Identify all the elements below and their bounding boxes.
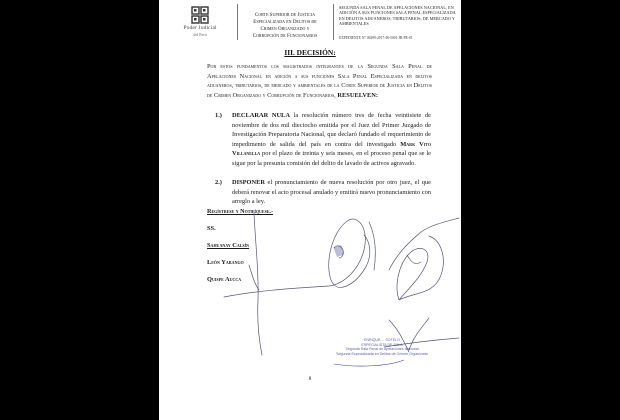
item-number: 2.) xyxy=(215,179,222,186)
register-notify: Regístrese y Notifíquese.- xyxy=(207,208,274,215)
logo-subtitle: del Perú xyxy=(193,32,207,37)
judge-name: León Yarango xyxy=(207,259,244,266)
court-line: Especializada en Delitos de xyxy=(253,20,317,25)
document-page xyxy=(159,0,461,420)
judge-name: Sahuanay Calsín xyxy=(207,242,250,249)
poder-judicial-emblem-icon xyxy=(191,6,209,24)
resolution-item-1 xyxy=(215,111,431,168)
court-line: Corte Superior de Justicia xyxy=(254,13,316,18)
court-line: Corrupción de Funcionarios xyxy=(252,34,318,39)
item-body xyxy=(232,178,431,207)
item-text: por el plazo de treinta y seis meses, en el proceso penal que se le sigue por la presunta comisión del delito de lavado de activos agravado. xyxy=(232,150,431,167)
official-stamp xyxy=(327,338,437,356)
court-name xyxy=(239,12,331,40)
stamp-line: Segunda Sala Penal de Apelaciones Nacional xyxy=(345,347,419,352)
stamp-line: ESPECIALISTA DE SALA xyxy=(361,342,403,347)
header-divider xyxy=(237,4,238,40)
section-heading: III. DECISIÓN: xyxy=(284,48,336,57)
intro-paragraph xyxy=(207,62,432,100)
judge-name: Quispe Aucca xyxy=(207,276,242,283)
item-verb: DECLARAR NULA xyxy=(232,112,290,119)
item-text: el pronunciamiento de nueva resolución por otro juez, el que deberá renovar el acto procesal anulado y emitirá nuevo pronunciamiento con arreglo a ley. xyxy=(232,179,431,205)
item-text: la resolución número tres de fecha veintisiete de noviembre de dos mil dieciocho emitida por el Juez del Primer Juzgado de Investigación Preparatoria Nacional, que declaró fundado el requerimiento de impedimento de salida del país en contra del investigado xyxy=(232,112,431,148)
sala-name: SEGUNDA SALA PENAL DE APELACIONES NACIONAL, EN ADICIÓN A SUS FUNCIONES SALA PENAL ESPECIALIZADA EN DELITOS ADUANEROS, TRIBUTARIOS, DE MERCADO Y AMBIENTALES xyxy=(339,5,456,26)
court-line: Crimen Organizado y xyxy=(260,27,310,32)
stamp-line: Segunda Especializada en Delitos de Crimen Organizado xyxy=(336,351,428,356)
expediente-number: EXPEDIENTE N° 00299-2017-46-5001-JR-PE-01 xyxy=(339,36,413,40)
item-body xyxy=(232,111,431,168)
resolve-label: RESUELVEN: xyxy=(337,91,378,99)
item-verb: DISPONER xyxy=(232,179,266,186)
page-number: 8 xyxy=(308,376,312,382)
intro-text: Por estos fundamentos los magistrados integrantes de la Segunda Sala Penal de Apelaciones Nacional en adición a sus funciones Sala Penal Especializada en delitos aduaneros, tributarios, de mercado y ambientales de la Corte Superior de Justicia en Delitos de Crimen Organizado y Corrupción de Funcionarios, xyxy=(207,63,432,99)
stamp-line: ENRIQUE ... SOTELO xyxy=(364,338,400,342)
item-number: 1.) xyxy=(215,112,222,119)
logo-name: Poder Judicial xyxy=(183,25,217,31)
header-divider xyxy=(333,4,334,40)
resolution-item-2 xyxy=(215,178,431,207)
ss-label: SS. xyxy=(207,225,216,232)
defendant-name: Mark Vito Villanella xyxy=(232,140,431,157)
poder-judicial-logo xyxy=(178,6,222,37)
